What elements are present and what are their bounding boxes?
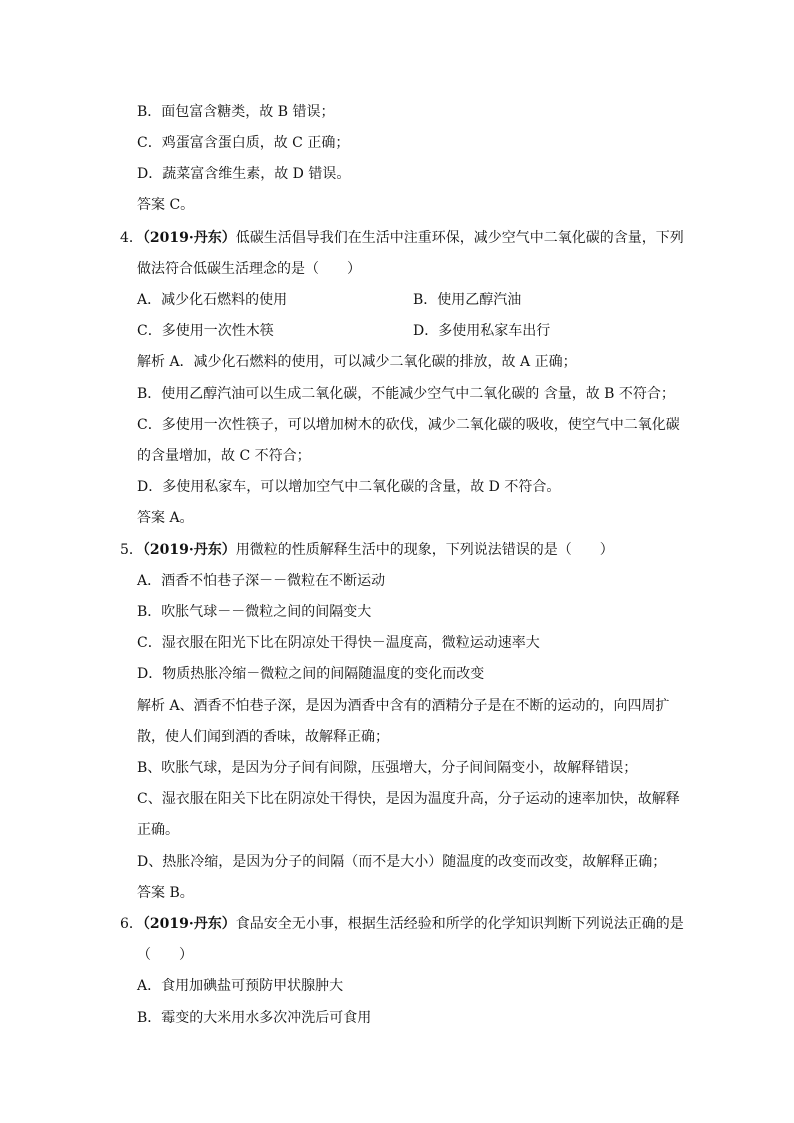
q4-explanation-5: D．多使用私家车，可以增加空气中二氧化碳的含量，故 D 不符合。 [137, 479, 561, 495]
q5-source: （2019·丹东） [142, 542, 236, 558]
q4-options-row1 [137, 290, 682, 310]
q6-option-b: B．霉变的大米用水多次冲洗后可食用 [137, 1010, 372, 1026]
q5-stem [120, 540, 665, 560]
q6-number: 6． [120, 916, 143, 932]
q4-options-row2 [137, 321, 682, 341]
q5-option-c: C．湿衣服在阳光下比在阴凉处干得快－温度高，微粒运动速率大 [137, 635, 540, 651]
q5-explanation-3: B、吹胀气球，是因为分子间有间隙，压强增大，分子间间隔变小，故解释错误； [137, 760, 638, 776]
q5-explanation-2: 散，使人们闻到酒的香味，故解释正确； [137, 729, 389, 745]
q5-option-d: D．物质热胀冷缩－微粒之间的间隔随温度的变化而改变 [137, 666, 485, 682]
q3-answer: 答案 C。 [137, 197, 195, 213]
q4-stem-line2: 做法符合低碳生活理念的是（ ） [137, 261, 361, 277]
q4-option-a: A．减少化石燃料的使用 [137, 292, 288, 308]
q4-explanation-4: 的含量增加，故 C 不符合； [137, 448, 311, 464]
q6-option-a: A．食用加碘盐可预防甲状腺肿大 [137, 978, 344, 994]
q5-stem-text: 用微粒的性质解释生活中的现象，下列说法错误的是（ ） [235, 542, 614, 558]
q5-explanation-5: 正确。 [137, 822, 179, 838]
q4-explanation-3: C．多使用一次性筷子，可以增加树木的砍伐，减少二氧化碳的吸收，使空气中二氧化碳 [137, 417, 680, 433]
q4-option-c: C．多使用一次性木筷 [137, 323, 274, 339]
q4-source: （2019·丹东） [142, 230, 236, 246]
q5-number: 5． [120, 542, 143, 558]
q6-stem-text: 食品安全无小事，根据生活经验和所学的化学知识判断下列说法正确的是 [235, 916, 684, 932]
q4-option-d: D．多使用私家车出行 [413, 323, 551, 339]
q4-number: 4． [120, 230, 143, 246]
q3-option-c-explanation: C．鸡蛋富含蛋白质，故 C 正确； [137, 135, 350, 151]
q6-stem-line1 [120, 914, 684, 934]
q5-explanation-6: D、热胀冷缩，是因为分子的间隔（而不是大小）随温度的改变而改变，故解释正确； [137, 854, 667, 870]
q5-explanation-1: 解析 A、酒香不怕巷子深，是因为酒香中含有的酒精分子是在不断的运动的，向四周扩 [137, 698, 670, 714]
q5-option-b: B．吹胀气球－－微粒之间的间隔变大 [137, 604, 372, 620]
q3-option-b-explanation: B．面包富含糖类，故 B 错误； [137, 104, 335, 120]
q4-explanation-2: B．使用乙醇汽油可以生成二氧化碳，不能减少空气中二氧化碳的 含量，故 B 不符合； [137, 386, 675, 402]
q4-stem-text: 低碳生活倡导我们在生活中注重环保，减少空气中二氧化碳的含量，下列 [235, 230, 684, 246]
q5-explanation-4: C、湿衣服在阳关下比在阴凉处干得快，是因为温度升高，分子运动的速率加快，故解释 [137, 791, 680, 807]
q4-explanation-1: 解析 A．减少化石燃料的使用，可以减少二氧化碳的排放，故 A 正确； [137, 354, 577, 370]
q6-source: （2019·丹东） [142, 916, 236, 932]
q5-option-a: A．酒香不怕巷子深－－微粒在不断运动 [137, 573, 386, 589]
q6-stem-line2: （ ） [137, 947, 193, 963]
q3-option-d-explanation: D．蔬菜富含维生素，故 D 错误。 [137, 166, 351, 182]
q4-option-b: B．使用乙醇汽油 [413, 292, 522, 308]
q5-answer: 答案 B。 [137, 885, 194, 901]
q4-stem-line1 [120, 228, 684, 248]
q4-answer: 答案 A。 [137, 510, 194, 526]
